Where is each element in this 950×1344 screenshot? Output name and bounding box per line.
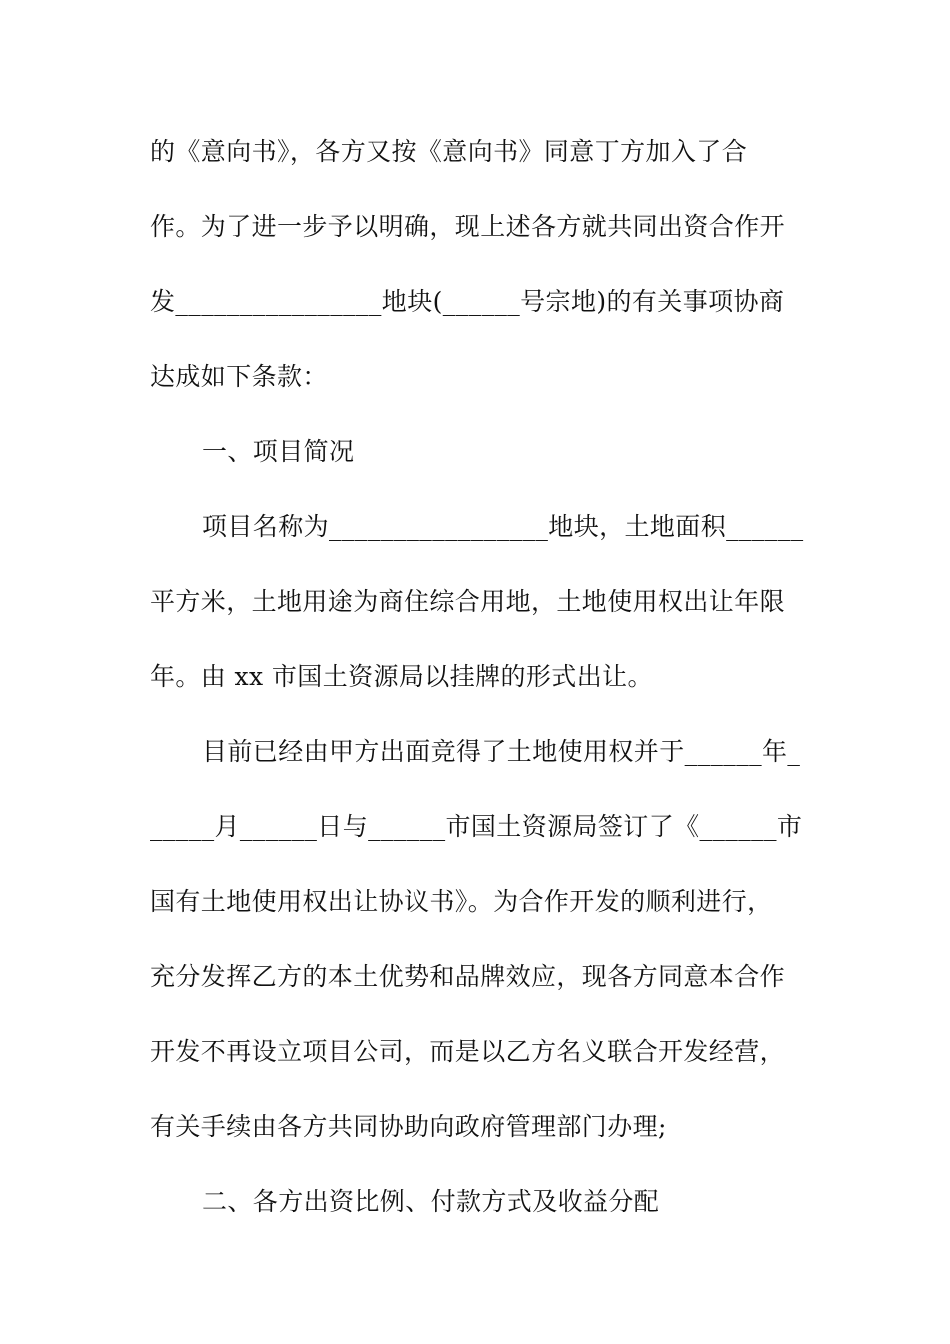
paragraph-line: 有关手续由各方共同协助向政府管理部门办理; [150, 1112, 667, 1141]
paragraph-line: _____月______日与______市国土资源局签订了《______市 [150, 812, 803, 841]
paragraph-line: 的《意向书》，各方又按《意向书》同意丁方加入了合 [150, 137, 748, 166]
paragraph-line: 发________________地块(______号宗地)的有关事项协商 [150, 287, 785, 316]
section-heading: 一、项目简况 [202, 437, 355, 466]
paragraph-line: 平方米，土地用途为商住综合用地，土地使用权出让年限 [150, 587, 786, 616]
paragraph-line: 国有土地使用权出让协议书》。为合作开发的顺利进行， [150, 887, 773, 916]
paragraph-line: 开发不再设立项目公司，而是以乙方名义联合开发经营， [150, 1037, 786, 1066]
paragraph-line: 项目名称为_________________地块，土地面积______ [202, 512, 804, 541]
section-heading: 二、各方出资比例、付款方式及收益分配 [202, 1187, 660, 1216]
paragraph-line: 达成如下条款： [150, 362, 328, 391]
paragraph-line: 年。由 xx 市国土资源局以挂牌的形式出让。 [150, 662, 653, 691]
paragraph-line: 作。为了进一步予以明确，现上述各方就共同出资合作开 [150, 212, 786, 241]
paragraph-line: 目前已经由甲方出面竞得了土地使用权并于______年_ [202, 737, 801, 766]
paragraph-line: 充分发挥乙方的本土优势和品牌效应，现各方同意本合作 [150, 962, 786, 991]
